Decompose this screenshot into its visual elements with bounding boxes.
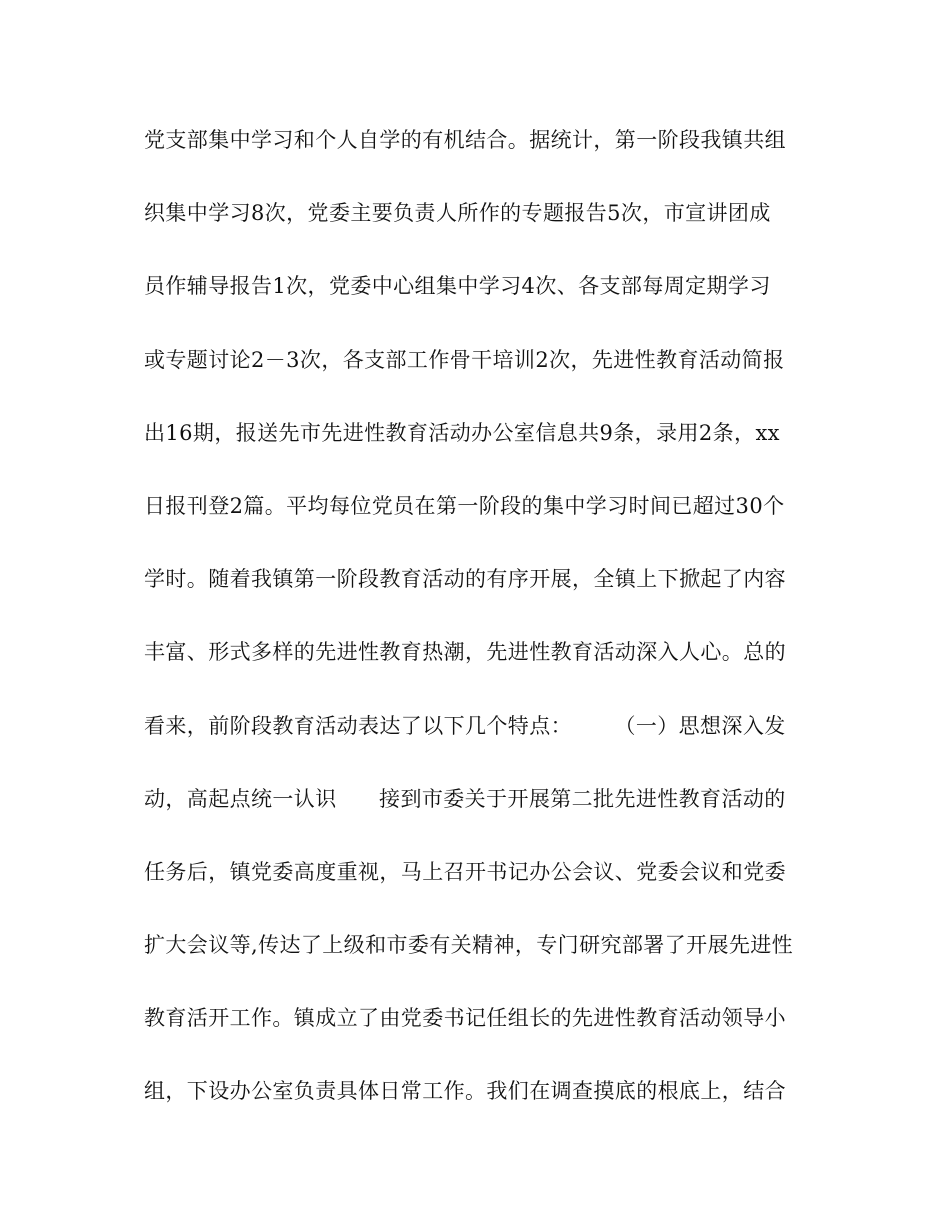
text-line-10: 动，高起点统一认识 接到市委关于开展第二批先进性教育活动的: [144, 786, 786, 811]
body-text: [144, 120, 814, 1145]
text-line-13: 教育活开工作。镇成立了由党委书记任组长的先进性教育活动领导小: [144, 1006, 786, 1031]
text-line-8: 丰富、形式多样的先进性教育热潮，先进性教育活动深入人心。总的: [144, 640, 786, 665]
text-line-2: 织集中学习8次，党委主要负责人所作的专题报告5次，市宣讲团成: [144, 201, 771, 226]
text-line-7: 学时。随着我镇第一阶段教育活动的有序开展，全镇上下掀起了内容: [144, 567, 786, 592]
text-line-3: 员作辅导报告1次，党委中心组集中学习4次、各支部每周定期学习: [144, 274, 771, 299]
text-line-1: 党支部集中学习和个人自学的有机结合。据统计，第一阶段我镇共组: [144, 128, 786, 152]
text-line-14: 组，下设办公室负责具体日常工作。我们在调查摸底的根底上，结合: [144, 1079, 786, 1104]
text-line-6: 日报刊登2篇。平均每位党员在第一阶段的集中学习时间已超过30个: [144, 493, 785, 518]
text-line-5: 出16期，报送先市先进性教育活动办公室信息共9条，录用2条，xx: [144, 420, 780, 445]
text-line-11: 任务后，镇党委高度重视，马上召开书记办公会议、党委会议和党委: [144, 859, 786, 884]
text-line-4: 或专题讨论2－3次，各支部工作骨干培训2次，先进性教育活动简报: [144, 347, 785, 372]
text-line-12: 扩大会议等,传达了上级和市委有关精神，专门研究部署了开展先进性: [144, 933, 794, 958]
text-line-9: 看来，前阶段教育活动表达了以下几个特点： （一）思想深入发: [144, 713, 786, 738]
